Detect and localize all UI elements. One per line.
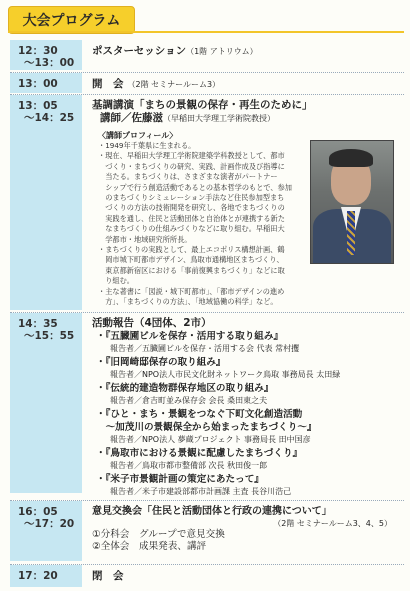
- report-title: ・『伝統的建造物群保存地区の取り組み』: [96, 383, 274, 394]
- profile-line: り組む。: [98, 276, 134, 286]
- schedule-row-opening: [10, 73, 404, 93]
- time-column: [10, 501, 82, 561]
- time-end: ～14：25: [24, 112, 75, 124]
- session-content: [92, 317, 400, 497]
- schedule-row-discussion: [10, 501, 404, 561]
- session-title: ポスターセッション: [92, 45, 187, 57]
- session-title: 活動報告（4団体、2市）: [92, 317, 212, 329]
- report-title: ・『旧岡崎邸保存の取り組み』: [96, 357, 226, 368]
- schedule-row-reports: [10, 313, 404, 496]
- time-end: ～13：00: [24, 57, 75, 69]
- profile-line: 方」、「まちづくりの方法」、「地域協働の科学」など。: [98, 297, 278, 307]
- session-location: （1階 アトリウム）: [186, 47, 258, 56]
- profile-line: のまちづくりシミュレーション手法など住民参加型まち: [98, 193, 285, 203]
- report-title: ・『五臓圃ビルを保存・活用する取り組み』: [96, 331, 284, 342]
- time-start: 12：30: [18, 45, 58, 57]
- report-presenter: 報告者／鳥取市都市整備部 次長 秋田俊一郎: [110, 461, 268, 470]
- session-content: [92, 505, 400, 553]
- session-title: 基調講演「まちの景観の保存・再生のために」: [92, 99, 313, 111]
- time-column: [10, 565, 82, 587]
- profile-line: ・1949年千葉県に生まれる。: [98, 141, 196, 150]
- time-column: [10, 73, 82, 93]
- profile-line: なまちづくりの仕組みづくりなどに取り組む。早稲田大: [98, 224, 285, 234]
- report-presenter: 報告者／米子市建設部都市計画課 主査 長谷川浩己: [110, 487, 292, 496]
- report-presenter: 報告者／五臓圃ビルを保存・活用する会 代表 常村攫: [110, 344, 300, 353]
- time-column: [10, 40, 82, 70]
- session-location: （2階 セミナールーム3）: [127, 80, 221, 89]
- time-end: ～15：55: [24, 330, 75, 342]
- profile-line: 学都市・地域研究所所長。: [98, 234, 192, 244]
- report-list: [96, 330, 400, 497]
- session-title: 開 会: [92, 78, 124, 90]
- profile-line: シップで行う創造活動であるとの基本哲学のもとで、参加: [98, 182, 292, 192]
- speaker-name: 講師／佐藤滋: [100, 112, 163, 124]
- time-start: 13：05: [18, 100, 58, 112]
- time-start: 16：05: [18, 506, 58, 518]
- session-location: （2階 セミナールーム3、4、5）: [273, 519, 392, 528]
- profile-line: 岡市城下町都市デザイン、鳥取市通構地区まちづくり、: [98, 255, 284, 265]
- report-presenter: 報告者／NPO法人 夢蔵プロジェクト 事務局長 田中国彦: [110, 435, 311, 444]
- speaker-affiliation: （早稲田大学理工学術院教授）: [163, 114, 275, 123]
- report-title: ・『鳥取市における景観に配慮したまちづくり』: [96, 448, 303, 459]
- session-content: [92, 78, 400, 91]
- profile-heading: 〈講師プロフィール〉: [98, 131, 178, 140]
- time-column: [10, 95, 82, 310]
- schedule-row-closing: [10, 565, 404, 587]
- speaker-photo: [310, 140, 394, 264]
- session-content: [92, 45, 400, 58]
- report-presenter: 報告者／NPO法人市民文化財ネットワーク鳥取 事務局長 太田緑: [110, 370, 341, 379]
- session-content: [92, 570, 400, 583]
- header-divider: [8, 31, 404, 33]
- profile-line: ・まちづくりの実践として、最上エコポリス構想計画、鶴: [98, 245, 285, 255]
- speaker-line: [100, 112, 400, 125]
- discussion-item: ②全体会 成果発表、講評: [92, 541, 207, 552]
- time-start: 14：35: [18, 318, 58, 330]
- discussion-item: ①分科会 グループで意見交換: [92, 529, 225, 540]
- report-title: ・『米子市景観計画の策定にあたって』: [96, 474, 264, 485]
- section-title: [8, 6, 135, 34]
- section-title-text: 大会プログラム: [22, 13, 121, 29]
- profile-line: 実践を通し、住民と活動団体と自治体とが連携する新た: [98, 213, 285, 223]
- report-presenter: 報告者／倉吉町並み保存会 会長 桑田東之夫: [110, 396, 268, 405]
- report-subtitle: ～加茂川の景観保全から始まったまちづくり～』: [96, 422, 317, 433]
- photo-hair: [329, 149, 373, 167]
- profile-line: づくり・まちづくりの研究、実践、計画作成及び指導に: [98, 161, 285, 171]
- profile-line: ・主な著書に「図説・城下町都市」、「都市デザインの進め: [98, 286, 285, 296]
- time-start: 13：00: [18, 78, 58, 90]
- report-title: ・『ひと・まち・景観をつなぐ下町文化創造活動: [96, 409, 303, 420]
- time-column: [10, 313, 82, 493]
- time-end: ～17：20: [24, 518, 75, 530]
- profile-line: 東京都新宿区における「事前復興まちづくり」などに取: [98, 265, 285, 275]
- profile-line: 当たる。まちづくりは、さまざまな演者がパートナー: [98, 172, 278, 182]
- profile-line: づくりの方法の技術開発を研究し、各地でまちづくりの: [98, 203, 285, 213]
- photo-tie: [347, 211, 355, 255]
- time-start: 17：20: [18, 570, 58, 582]
- schedule-row-poster: [10, 40, 404, 70]
- session-title: 意見交換会「住民と活動団体と行政の連携について」: [92, 506, 332, 517]
- profile-line: ・現在、早稲田大学理工学術院建築学科教授として、都市: [98, 151, 285, 161]
- session-title: 閉 会: [92, 570, 124, 582]
